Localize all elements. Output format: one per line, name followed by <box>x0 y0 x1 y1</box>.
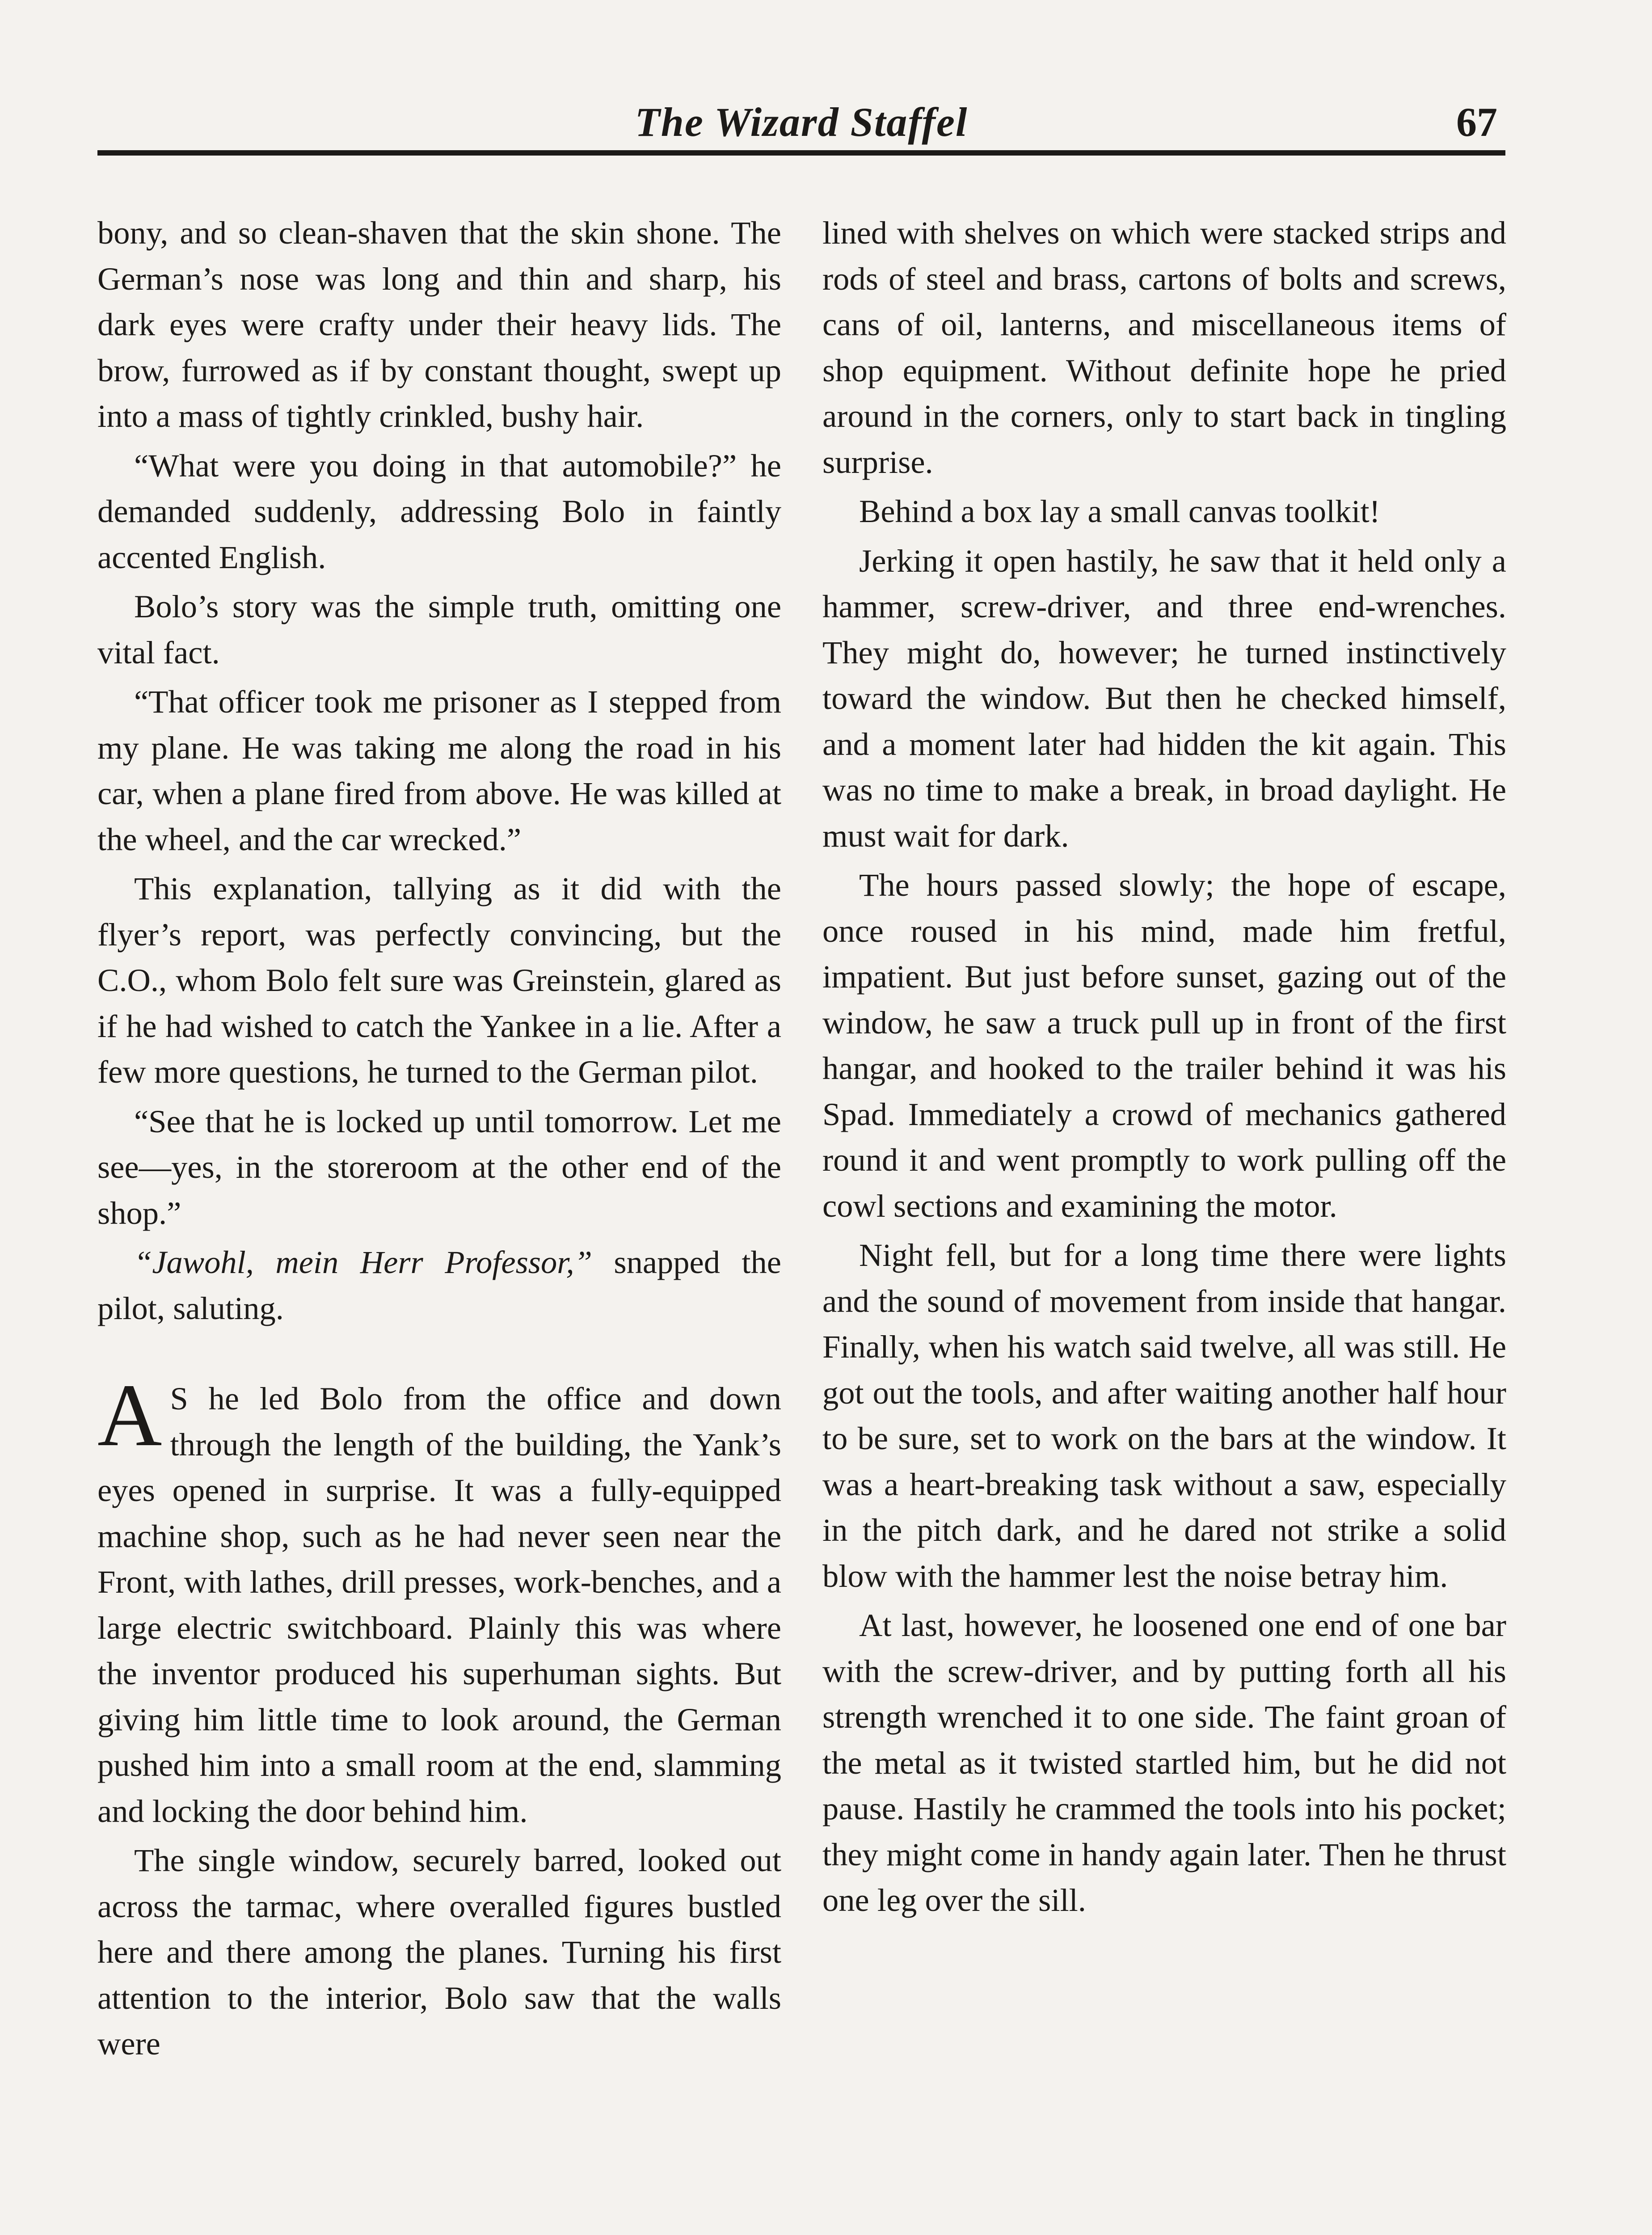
paragraph: Bolo’s story was the simple truth, omitting one vital fact. <box>97 588 781 670</box>
paragraph: This explanation, tallying as it did with the flyer’s report, was perfectly convincing, but the C.O., whom Bolo felt sure was Greinstein, glared as if he had wished to catch the Yankee in a lie. After a few more questions, he turned to the German pilot. <box>97 870 781 1090</box>
paragraph-text: snapped the pilot, saluting. <box>97 1244 781 1326</box>
section-paragraph <box>97 1366 781 1834</box>
page-header <box>97 97 1505 156</box>
running-title: The Wizard Staffel <box>635 99 968 145</box>
paragraph: “What were you doing in that automobile?” he demanded suddenly, addressing Bolo in faintly accented English. <box>97 447 781 575</box>
paragraph: Behind a box lay a small canvas toolkit! <box>859 493 1380 529</box>
page-number: 67 <box>1456 99 1497 145</box>
paragraph: At last, however, he loosened one end of one bar with the screw-driver, and by putting forth all his strength wrenched it to one side. The faint groan of the metal as it twisted startled him, but he did not pause. Hastily he crammed the tools into his pocket; they might come in handy again later. Then he thrust one leg over the sill. <box>822 1607 1506 1918</box>
paragraph-text: S he led Bolo from the office and down through the length of the building, the Yank’s eyes opened in surprise. It was a fully-equipped machine shop, such as he had never seen near the Front, with lathes, drill presses, work-benches, and a large electric switchboard. Plainly this was where the inventor produced his superhuman sights. But giving him little time to look around, the German pushed him into a small room at the end, slamming and locking the door behind him. <box>97 1380 781 1829</box>
paragraph: “See that he is locked up until tomorrow. Let me see—yes, in the storeroom at the other end of the shop.” <box>97 1103 781 1231</box>
paragraph: The hours passed slowly; the hope of escape, once roused in his mind, made him fretful, impatient. But just before sunset, gazing out of the window, he saw a truck pull up in front of the first hangar, and hooked to the trailer behind it was his Spad. Immediately a crowd of mechanics gathered round it and went promptly to work pulling off the cowl sections and examining the motor. <box>822 867 1506 1224</box>
italic-phrase: “Jawohl, mein Herr Professor,” <box>134 1244 592 1280</box>
right-column <box>822 210 1506 1927</box>
paragraph: Night fell, but for a long time there were lights and the sound of movement from inside that hangar. Finally, when his watch said twelve, all was still. He got out the tools, and after waiting another half hour to be sure, set to work on the bars at the window. It was a heart-breaking task without a saw, especially in the pitch dark, and he dared not strike a solid blow with the hammer lest the noise betray him. <box>822 1237 1506 1594</box>
paragraph: Jerking it open hastily, he saw that it held only a hammer, screw-driver, and three end-wrenches. They might do, however; he turned instinctively toward the window. But then he checked himself, and a moment later had hidden the kit again. This was no time to make a break, in broad daylight. He must wait for dark. <box>822 542 1506 854</box>
paragraph: bony, and so clean-shaven that the skin shone. The German’s nose was long and thin and sharp, his dark eyes were crafty under their heavy lids. The brow, furrowed as if by constant thought, swept up into a mass of tightly crinkled, bushy hair. <box>97 215 781 434</box>
paragraph: The single window, securely barred, looked out across the tarmac, where overalled figures bustled here and there among the planes. Turning his first attention to the interior, Bolo saw that the walls were <box>97 1842 781 2062</box>
paragraph <box>97 1240 781 1331</box>
left-column <box>97 210 781 2071</box>
paragraph: lined with shelves on which were stacked strips and rods of steel and brass, cartons of bolts and screws, cans of oil, lanterns, and miscellaneous items of shop equipment. Without definite hope he pried around in the corners, only to start back in tingling surprise. <box>822 215 1506 480</box>
paragraph: “That officer took me prisoner as I stepped from my plane. He was taking me along the road in his car, when a plane fired from above. He was killed at the wheel, and the car wrecked.” <box>97 683 781 857</box>
drop-cap: A <box>97 1366 162 1465</box>
